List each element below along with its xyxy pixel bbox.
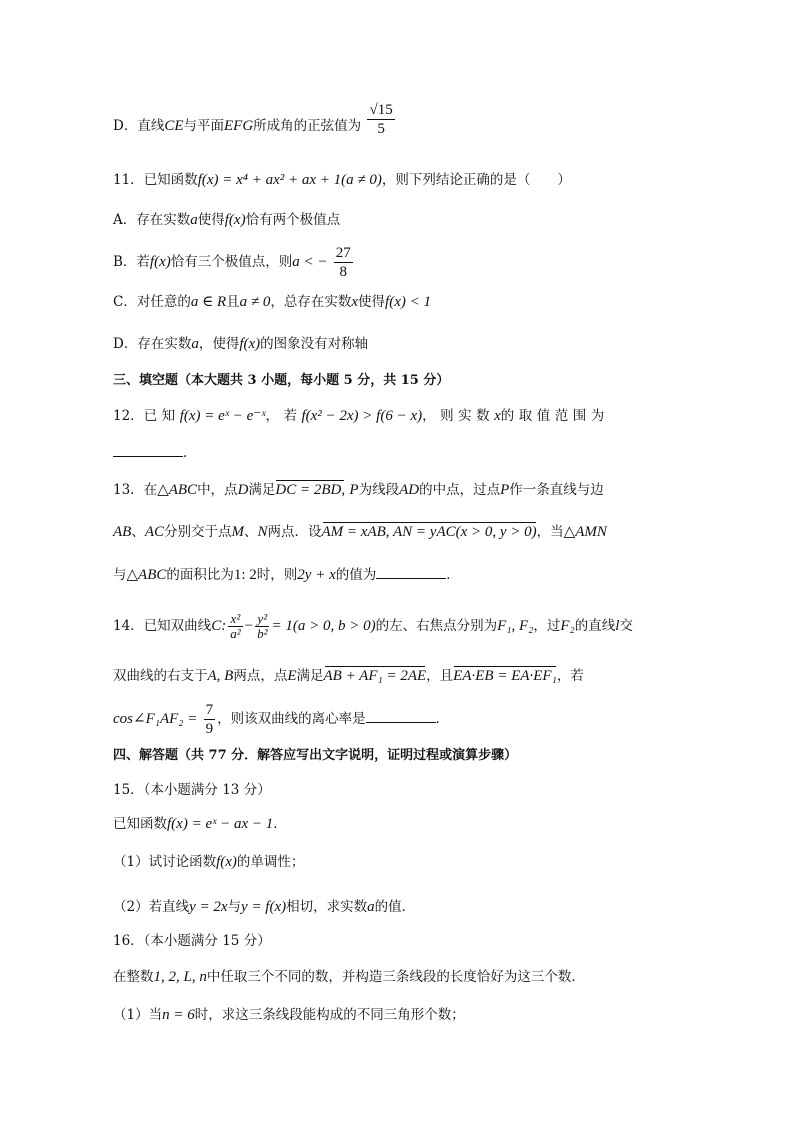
q13-line3: 与△ABC的面积比为1: 2时，则2y + x的值为 ． (113, 564, 694, 585)
q14-line1: 14．已知双曲线C: $\frac{\text{x²}}{\text{a²}}$ − $\frac{\text{y²}}{\text{b²}}$ = 1(a > 0, b > 0)的左、右焦点分别为F₁, F₂，过F₂的直线l交 (113, 611, 633, 641)
q11-option-c: C．对任意的a ∈ R且a ≠ 0，总存在实数x使得f(x) < 1 (113, 294, 431, 310)
ineq-fraction: $\frac{27}{8}$ (335, 245, 351, 280)
sine-fraction: $\frac{√15}{5}$ (369, 102, 393, 137)
q11-option-d: D．存在实数a，使得f(x)的图象没有对称轴 (113, 336, 369, 352)
q10-option-d: D．直线CE与平面EFG所成角的正弦值为 $\frac{√15}{5}$ (113, 102, 393, 137)
q12-line2: . (113, 442, 694, 463)
answer-blank[interactable] (366, 708, 436, 723)
q16-stem: 在整数1, 2, L, n中任取三个不同的数，并构造三条线段的长度恰好为这三个数． (113, 969, 585, 985)
x-fraction: $\frac{\text{x²}}{\text{a²}}$ (230, 611, 241, 641)
cos-fraction: $\frac{7}{9}$ (205, 702, 214, 737)
answer-blank[interactable] (376, 564, 446, 579)
q15-part2: （2）若直线y = 2x与y = f(x)相切，求实数a的值． (113, 899, 416, 915)
q11-stem: 11．已知函数f(x) = x⁴ + ax² + ax + 1(a ≠ 0)，则下列结论正确的是（ ） (113, 172, 571, 188)
q15-header: 15．（本小题满分 13 分） (113, 782, 271, 798)
q12-line1: 12．已知f(x) = eˣ − e⁻ˣ，若f(x² − 2x) > f(6 − x)，则实数x的取值范围为 (113, 408, 609, 424)
section-4-title: 四、解答题（共 77 分．解答应写出文字说明，证明过程或演算步骤） (113, 748, 518, 763)
q13-line1: 13．在△ABC中，点D满足DC = 2BD, P为线段AD的中点，过点P作一条直线与边 (113, 482, 604, 498)
answer-blank[interactable] (113, 442, 183, 457)
q16-part1: （1）当n = 6时，求这三条线段能构成的不同三角形个数； (113, 1007, 465, 1023)
q13-line2: AB、AC分别交于点M、N两点．设AM = xAB, AN = yAC(x > 0, y > 0)，当△AMN (113, 524, 607, 540)
q16-header: 16．（本小题满分 15 分） (113, 933, 271, 949)
q15-stem: 已知函数f(x) = eˣ − ax − 1． (113, 816, 287, 832)
section-3-title: 三、填空题（本大题共 3 小题，每小题 5 分，共 15 分） (113, 373, 450, 388)
q11-option-a: A．存在实数a使得f(x)恰有两个极值点 (113, 212, 341, 228)
q14-line2: 双曲线的右支于A, B两点，点E满足AB + AF₁ = 2AE，且EA·EB = EA·EF₁，若 (113, 668, 584, 684)
y-fraction: $\frac{\text{y²}}{\text{b²}}$ (257, 611, 268, 641)
q14-line3: cos∠F₁AF₂ = $\frac{7}{9}$ ，则该双曲线的离心率是 ． (113, 702, 450, 737)
q15-part1: （1）试讨论函数f(x)的单调性； (113, 854, 305, 870)
q11-option-b: B．若f(x)恰有三个极值点，则a < − $\frac{27}{8}$ (113, 245, 351, 280)
